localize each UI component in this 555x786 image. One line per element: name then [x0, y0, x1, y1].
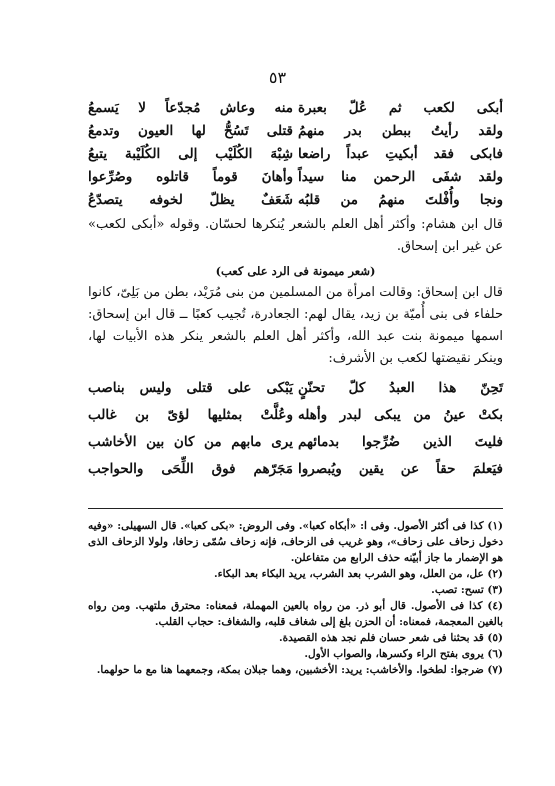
verse-first-hemistich: ولقد رأيتُ ببطن بدر منهمُ	[298, 123, 503, 139]
verse-second-hemistich: وأهانَ قوماً قاتلوه وصُرِّعوا	[88, 169, 293, 185]
verse-first-hemistich: أبكى لكعب ثم عُلّ بعبرة	[298, 100, 503, 116]
verse-first-hemistich: فيَعلمَ حقاً عن يقين ويُبصروا	[298, 461, 503, 477]
footnote-divider	[88, 508, 503, 509]
footnote: (٦) يروى بفتح الراء وكسرها، والصواب الأول.	[304, 648, 503, 660]
footnote: (٣) تسح: تصب.	[431, 584, 503, 596]
verse-second-hemistich: قتلى تَسُحُّ لها العيون وتدمعُ	[88, 123, 293, 139]
verse	[88, 380, 503, 407]
verse	[88, 169, 503, 192]
poem-maymuna	[88, 380, 503, 488]
footnotes	[88, 518, 503, 678]
poem-hassan	[88, 100, 503, 215]
verse	[88, 100, 503, 123]
prose-paragraph: قال ابن هشام: وأكثر أهل العلم بالشعر يُنكرها لحسّان. وقوله «أبكى لكعب» عن غير ابن إسحاق.	[88, 217, 503, 254]
footnote: (١) كذا فى أكثر الأصول. وفى ا: «أبكاه كعبا». وفى الروض: «بكى كعبا». قال السهيلى: «وفيه دخول زحاف على زحاف»، وهو غريب فى الزحاف، فإنه زحاف سُمّى زحافا، ولولا الزحاف الذى هو الإضمار ما جاز أبيّنه حذف الرابع من متفاعلن.	[88, 520, 503, 564]
page-number: ٥٣	[268, 68, 287, 87]
verse	[88, 407, 503, 434]
verse-first-hemistich: ولقد شفَى الرحمن منا سيداً	[298, 169, 503, 185]
verse-first-hemistich: تَحِنّ هذا العبدُ كلّ تحنّنٍ	[298, 380, 503, 396]
footnote: (٥) قد بحثنا فى شعر حسان فلم نجد هذه القصيدة.	[278, 632, 503, 644]
verse-first-hemistich: فابكى فقد أبكيتِ عبداً راضعا	[298, 146, 503, 162]
verse-second-hemistich: شَعَفٌ يظلّ لخوفه يتصدّعُ	[88, 192, 293, 208]
verse-second-hemistich: وعُلَّتْ بمثليها لؤىّ بن غالب	[88, 407, 293, 423]
verse-second-hemistich: يَبْكى على قتلى وليس بناصب	[88, 380, 293, 396]
verse-first-hemistich: ونجا وأُفْلتَ منهمُ من قلبُه	[298, 192, 503, 208]
verse	[88, 123, 503, 146]
verse-first-hemistich: فليتَ الذين ضُرِّجوا بدمائهم	[298, 434, 503, 450]
verse	[88, 192, 503, 215]
verse-second-hemistich: منه وعاش مُجدّعاً لا يَسمعُ	[88, 100, 293, 116]
footnote: (٤) كذا فى الأصول. قال أبو ذر. من رواه بالعين المهملة، فمعناه: محترق ملتهب. ومن رواه بالغين المعجمة، فمعناه: أن الحزن بلغ إلى شغاف قلبه، والشغاف: حجاب القلب.	[88, 600, 503, 628]
verse-second-hemistich: مَجَرّهم فوق اللِّحَى والحواجب	[88, 461, 293, 477]
footnote: (٧) ضرجوا: لطخوا. والأخاشب: يريد: الأخشبين، وهما جبلان بمكة، وجمعهما هنا مع ما حولهما.	[96, 664, 503, 676]
verse	[88, 461, 503, 488]
verse	[88, 146, 503, 169]
footnote: (٢) عل، من العلل، وهو الشرب بعد الشرب، يريد البكاء بعد البكاء.	[214, 568, 503, 580]
verse-first-hemistich: بكتْ عينُ من يبكى لبدر وأهله	[298, 407, 503, 423]
verse-second-hemistich: يرى مابهم من كان بين الأخاشب	[88, 434, 293, 450]
section-heading: (شعر ميمونة فى الرد على كعب)	[215, 264, 376, 278]
verse	[88, 434, 503, 461]
verse-second-hemistich: شِبْهَ الكُلَيْب إلى الكُلَيْبة يتبعُ	[88, 146, 293, 162]
prose-paragraph: قال ابن إسحاق: وقالت امرأة من المسلمين من بنى مُرَيْد، بطن من بَلِىّ، كانوا حلفاء فى بنى أُميّة بن زيد، يقال لهم: الجعادرة، تُجيب كعبًا ــ قال ابن إسحاق: اسمها ميمونة بنت عبد الله، وأكثر أهل العلم بالشعر ينكر هذه الأبيات لها، وينكر نقيضتها لكعب بن الأشرف:	[88, 285, 503, 366]
